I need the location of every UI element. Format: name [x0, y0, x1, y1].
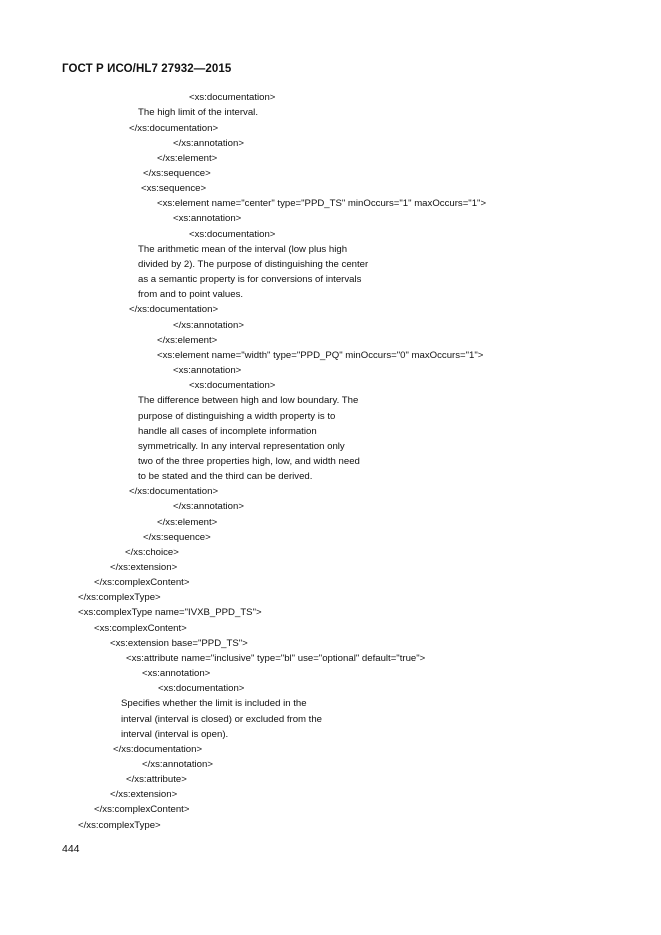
code-line: as a semantic property is for conversions of intervals [138, 274, 362, 285]
code-line: </xs:extension> [110, 789, 178, 800]
code-line: Specifies whether the limit is included in the [121, 698, 307, 709]
code-line: <xs:element name="width" type="PPD_PQ" minOccurs="0" maxOccurs="1"> [157, 350, 484, 361]
code-line: from and to point values. [138, 289, 244, 300]
code-line: <xs:attribute name="inclusive" type="bl" use="optional" default="true"> [126, 653, 426, 664]
code-line: </xs:complexType> [78, 592, 161, 603]
code-line: two of the three properties high, low, and width need [138, 456, 360, 467]
code-line: purpose of distinguishing a width property is to [138, 411, 336, 422]
code-line: </xs:annotation> [173, 501, 244, 512]
document-header: ГОСТ Р ИСО/HL7 27932—2015 [62, 63, 232, 75]
code-line: The arithmetic mean of the interval (low plus high [138, 244, 348, 255]
code-line: </xs:complexType> [78, 820, 161, 831]
code-line: <xs:documentation> [189, 92, 276, 103]
code-line: <xs:documentation> [189, 229, 276, 240]
code-line: <xs:element name="center" type="PPD_TS" minOccurs="1" maxOccurs="1"> [157, 198, 487, 209]
code-line: The high limit of the interval. [138, 107, 258, 118]
code-line: </xs:annotation> [142, 759, 213, 770]
code-line: </xs:choice> [125, 547, 179, 558]
code-line: </xs:documentation> [129, 123, 219, 134]
code-line: <xs:extension base="PPD_TS"> [110, 638, 248, 649]
code-line: handle all cases of incomplete information [138, 426, 317, 437]
code-line: <xs:annotation> [173, 213, 242, 224]
code-line: </xs:sequence> [143, 168, 211, 179]
code-line: <xs:annotation> [173, 365, 242, 376]
code-line: interval (interval is closed) or excluded from the [121, 714, 323, 725]
code-line: to be stated and the third can be derived. [138, 471, 313, 482]
code-line: </xs:documentation> [129, 304, 219, 315]
code-line: </xs:complexContent> [94, 804, 190, 815]
code-line: interval (interval is open). [121, 729, 229, 740]
code-line: </xs:sequence> [143, 532, 211, 543]
code-line: <xs:documentation> [189, 380, 276, 391]
code-line: </xs:documentation> [129, 486, 219, 497]
code-line: <xs:annotation> [142, 668, 211, 679]
code-line: </xs:documentation> [113, 744, 203, 755]
code-line: </xs:extension> [110, 562, 178, 573]
code-line: </xs:element> [157, 153, 218, 164]
code-line: <xs:documentation> [158, 683, 245, 694]
code-line: <xs:sequence> [141, 183, 207, 194]
code-line: </xs:element> [157, 335, 218, 346]
code-line: symmetrically. In any interval representation only [138, 441, 345, 452]
page-number: 444 [62, 843, 80, 855]
code-line: </xs:attribute> [126, 774, 187, 785]
code-line: The difference between high and low boundary. The [138, 395, 359, 406]
code-line: </xs:annotation> [173, 138, 244, 149]
code-line: </xs:annotation> [173, 320, 244, 331]
code-line: </xs:complexContent> [94, 577, 190, 588]
code-line: <xs:complexType name="IVXB_PPD_TS"> [78, 607, 262, 618]
code-line: </xs:element> [157, 517, 218, 528]
code-line: divided by 2). The purpose of distinguishing the center [138, 259, 369, 270]
code-line: <xs:complexContent> [94, 623, 187, 634]
